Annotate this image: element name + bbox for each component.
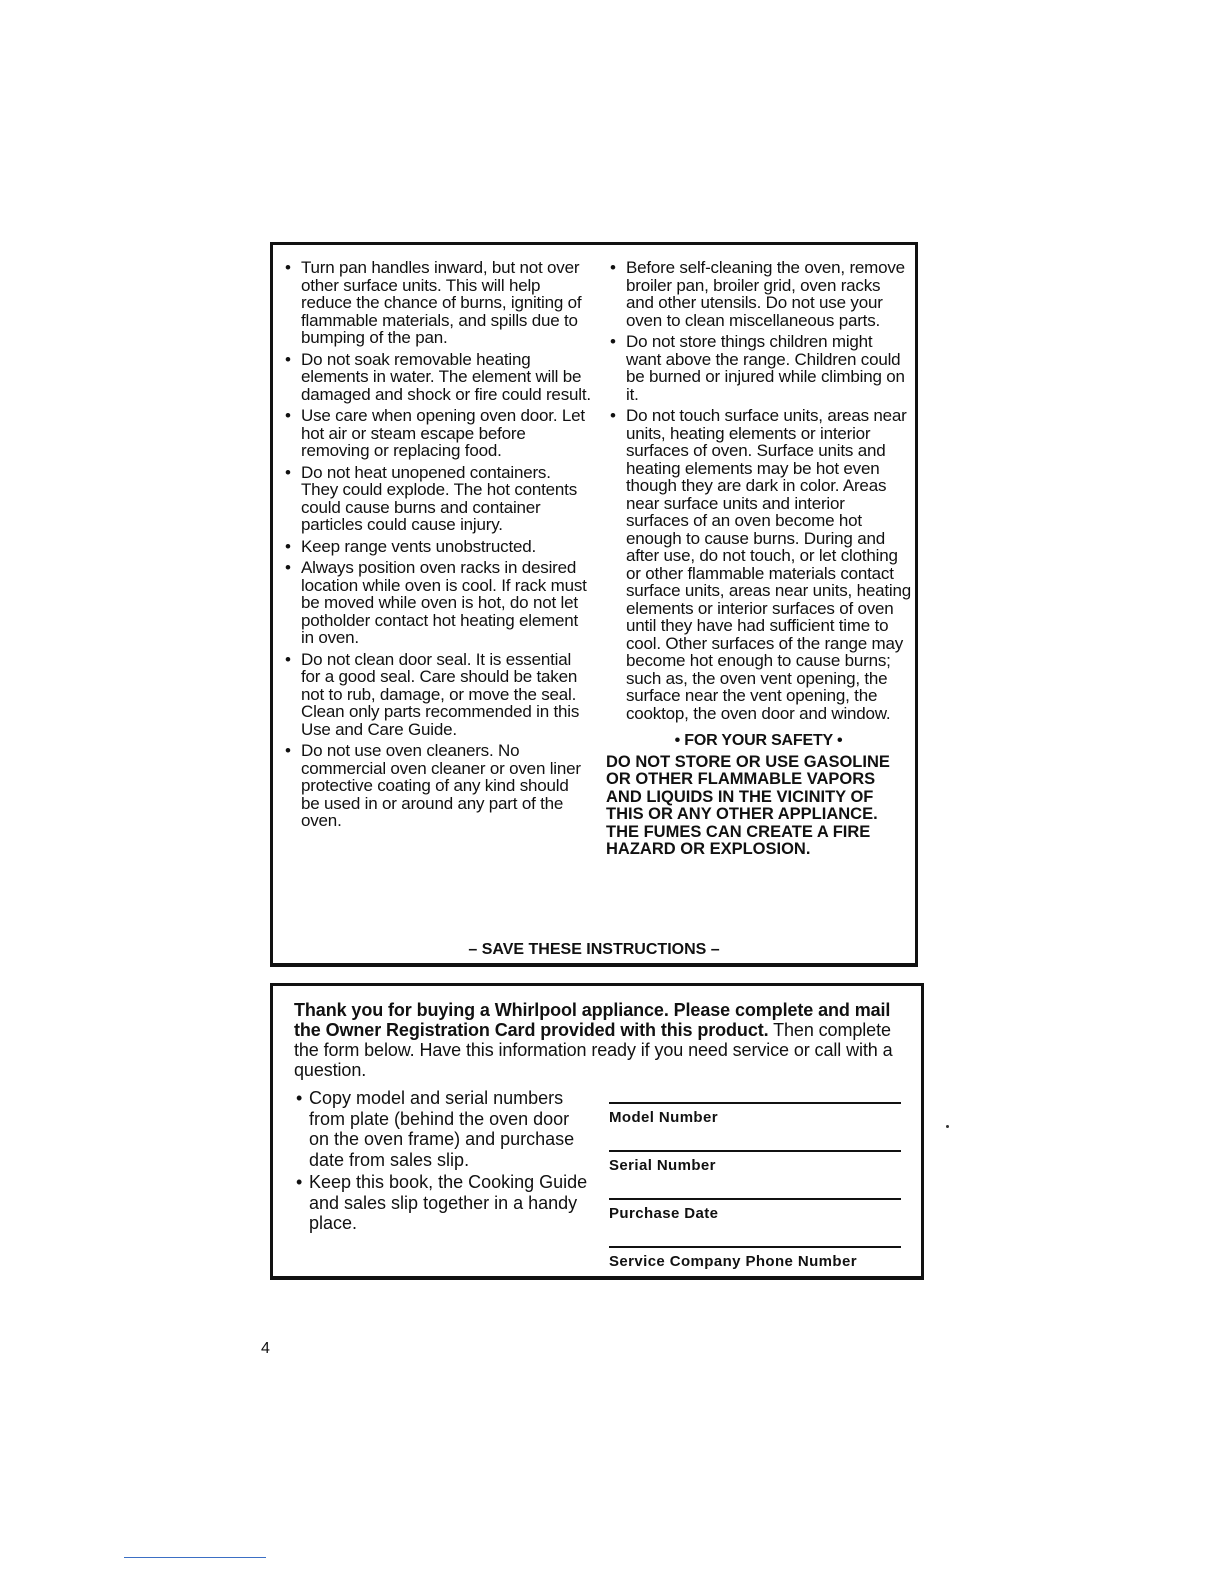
list-item: • Do not store things children might want above the range. Children could be burned or injured while climbing on it. <box>606 333 911 403</box>
model-number-field[interactable]: Model Number <box>609 1102 901 1126</box>
footnote-rule <box>124 1557 266 1558</box>
service-phone-field[interactable]: Service Company Phone Number <box>609 1246 901 1270</box>
list-item: • Do not touch surface units, areas near units, heating elements or interior surfaces of oven. Surface units and heating elements may be hot even though they are dark in color. Areas near surface units and interior surfaces of an oven become hot enough to cause burns. During and after use, do not touch, or let clothing or other flammable materials contact surface units, areas near units, heating elements or interior surfaces of oven until they have had sufficient time to cool. Other surfaces of the range may become hot enough to cause burns; such as, the oven vent opening, the surface near the vent opening, the cooktop, the oven door and window. <box>606 407 911 722</box>
list-item: • Always position oven racks in desired location while oven is cool. If rack must be moved while oven is hot, do not let potholder contact hot heating element in oven. <box>281 559 591 647</box>
safety-instructions-box <box>270 242 918 967</box>
registration-intro <box>294 1000 904 1080</box>
list-item: • Do not soak removable heating elements in water. The element will be damaged and shock or fire could result. <box>281 351 591 404</box>
safety-left-list <box>281 259 591 830</box>
registration-intro-regular: Then complete the form below. Have this information ready if you need service or call with a question. <box>294 1020 893 1080</box>
list-item: • Before self-cleaning the oven, remove broiler pan, broiler grid, oven racks and other utensils. Do not use your oven to clean miscellaneous parts. <box>606 259 911 329</box>
page-number: 4 <box>261 1340 270 1357</box>
safety-right-column <box>606 259 911 859</box>
list-item: • Turn pan handles inward, but not over other surface units. This will help reduce the chance of burns, igniting of flammable materials, and spills due to bumping of the pan. <box>281 259 591 347</box>
safety-heading: • FOR YOUR SAFETY • <box>674 732 843 749</box>
list-item: • Do not use oven cleaners. No commercial oven cleaner or oven liner protective coating of any kind should be used in or around any part of the oven. <box>281 742 591 830</box>
serial-number-field[interactable]: Serial Number <box>609 1150 901 1174</box>
safety-left-column <box>281 259 591 834</box>
list-item: • Do not clean door seal. It is essential for a good seal. Care should be taken not to rub, damage, or move the seal. Clean only parts recommended in this Use and Care Guide. <box>281 651 591 739</box>
registration-intro-bold: Thank you for buying a Whirlpool appliance. Please complete and mail the Owner Registration Card provided with this product. <box>294 1000 891 1040</box>
list-item: • Do not heat unopened containers. They could explode. The hot contents could cause burns and container particles could cause injury. <box>281 464 591 534</box>
registration-steps <box>293 1088 593 1236</box>
list-item: • Use care when opening oven door. Let hot air or steam escape before removing or replacing food. <box>281 407 591 460</box>
safety-warning: DO NOT STORE OR USE GASOLINE OR OTHER FLAMMABLE VAPORS AND LIQUIDS IN THE VICINITY OF THIS OR ANY OTHER APPLIANCE. THE FUMES CAN CREATE A FIRE HAZARD OR EXPLOSION. <box>606 752 890 858</box>
purchase-date-field[interactable]: Purchase Date <box>609 1198 901 1222</box>
list-item: • Keep this book, the Cooking Guide and sales slip together in a handy place. <box>293 1172 593 1234</box>
list-item: • Keep range vents unobstructed. <box>281 538 591 556</box>
safety-right-list <box>606 259 911 722</box>
stray-dot <box>946 1125 949 1128</box>
save-instructions-note: – SAVE THESE INSTRUCTIONS – <box>468 941 720 958</box>
owner-registration-box <box>270 983 924 1280</box>
list-item: • Copy model and serial numbers from plate (behind the oven door on the oven frame) and purchase date from sales slip. <box>293 1088 593 1170</box>
